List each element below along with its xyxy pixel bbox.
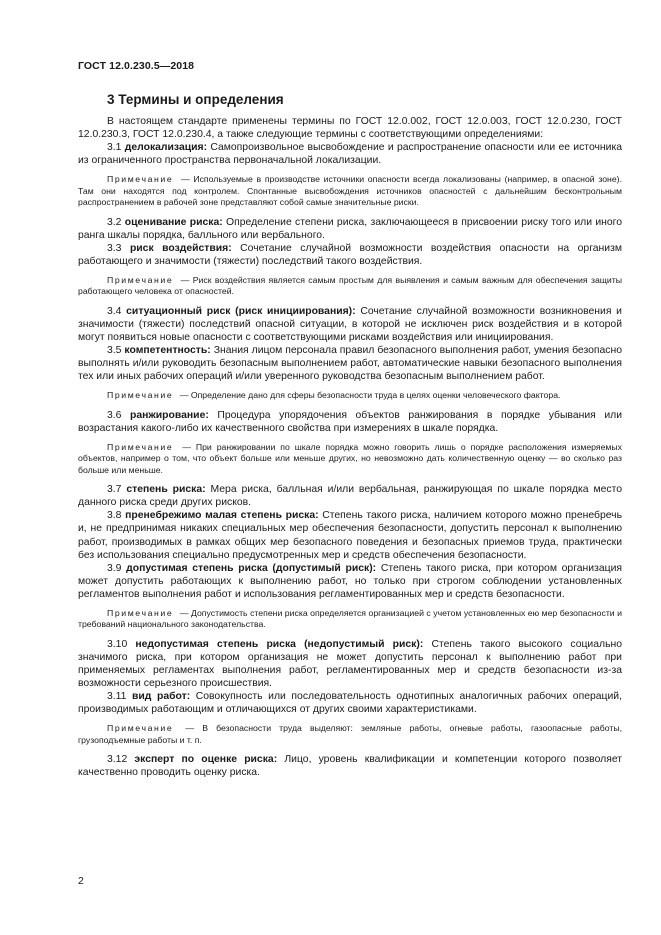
intro-paragraph: В настоящем стандарте применены термины по ГОСТ 12.0.002, ГОСТ 12.0.003, ГОСТ 12.0.230, ГОСТ 12.0.230.3, ГОСТ 12.0.230.4, а также следующие термины с соответствующими определениями: — [78, 116, 622, 141]
term-note — [78, 608, 622, 631]
term-name: недопустимая степень риска (недопустимый риск): — [135, 638, 424, 650]
term-number: 3.1 — [107, 142, 122, 154]
term-entry — [78, 753, 622, 779]
term-definition: Совокупность или последовательность однотипных аналогичных рабочих операций, производимых работающим и отличающихся от других своими характеристиками. — [78, 691, 622, 716]
term-entry — [78, 409, 622, 435]
note-label: Примечание — [107, 390, 174, 401]
term-name: пренебрежимо малая степень риска: — [125, 510, 319, 522]
term-number: 3.8 — [107, 510, 122, 522]
term-name: оценивание риска: — [124, 216, 223, 228]
note-dash: — — [182, 441, 191, 452]
term-number: 3.4 — [107, 305, 122, 317]
note-label: Примечание — [107, 441, 174, 452]
note-label: Примечание — [107, 174, 174, 185]
term-name: эксперт по оценке риска: — [134, 754, 278, 766]
term-name: риск воздействия: — [129, 242, 232, 254]
note-label: Примечание — [107, 723, 174, 734]
term-definition: Лицо, уровень квалификации и компетенции которого позволяет качественно проводить оценку риска. — [78, 754, 623, 779]
term-number: 3.12 — [107, 754, 128, 766]
term-entry — [78, 305, 622, 344]
term-entry — [78, 242, 622, 268]
document-code: ГОСТ 12.0.230.5—2018 — [78, 60, 195, 72]
term-name: степень риска: — [126, 484, 206, 496]
term-definition: Степень такого риска, при котором организация может допустить работающих к выполнению работ, но только при строгом соблюдении установленных регламентов выполнения работ и использования регламентированных мер и средств безопасности. — [78, 562, 623, 600]
term-note — [78, 723, 622, 746]
term-entry — [78, 216, 622, 242]
term-entry — [78, 483, 622, 509]
term-definition: Самопроизвольное высвобождение и распространение опасности или ее источника из ограниченного пространства первоначальной локализации. — [78, 142, 623, 167]
note-text: Определение дано для сферы безопасности труда в целях оценки человеческого фактора. — [190, 390, 561, 401]
term-name: делокализация: — [124, 142, 208, 154]
term-name: допустимая степень риска (допустимый риск): — [126, 562, 377, 574]
note-dash: — — [179, 390, 189, 401]
term-definition: Сочетание случайной возможности возникновения и значимости (тяжести) последствий опасной ситуации, в которой не исключен риск воздействия и в которой могут появиться новые опасности с соответствующими рисками воздействия или инициирования. — [78, 305, 622, 343]
note-label: Примечание — [107, 608, 174, 618]
term-note — [78, 442, 622, 476]
term-definition: Степень такого риска, наличием которого можно пренебречь и, не предпринимая никаких специальных мер обеспечения безопасности, допустить персонал к выполнению работ, производимых в рамках общих мер безопасного поведения и безопасных приемов труда, практически без использования специально предусмотренных мер и средств обеспечения безопасности. — [78, 510, 623, 561]
note-dash: — — [180, 174, 190, 185]
term-entry — [78, 562, 622, 601]
term-definition: Знания лицом персонала правил безопасного выполнения работ, умения безопасно выполнять и/или руководить безопасным выполнением работ, автоматические навыки безопасного выполнения тех или иных рабочих операций и/или уверенного руководства безопасным выполнением работ. — [78, 345, 623, 383]
term-definition: Определение степени риска, заключающееся в присвоении риску того или иного ранга шкалы порядка, балльного или вербального. — [78, 216, 622, 241]
term-note — [78, 275, 622, 298]
term-entry — [78, 690, 622, 716]
note-text: При ранжировании по шкале порядка можно говорить лишь о порядке расположения измеряемых объектов, например о том, что объект больше или меньше других, но невозможно дать количественную оценку — во сколько раз больше или меньше. — [78, 441, 622, 475]
note-dash: — — [180, 274, 190, 285]
note-text: Используемые в производстве источники опасности всегда локализованы (например, в опасной зоне). Там они находятся под контролем. Спонтанные высвобождения источников опасностей с дальнейшим бесконтрольным распространением в рабочей зоне представляют собой самые значительные риски. — [78, 174, 622, 208]
term-definition: Степень такого высокого социально значимого риска, при котором организация не может допустить персонал к выполнению работ при применяемых регламентах выполнения работ, регламентированных мер и средств безопасности из-за возможности серьезного происшествия. — [78, 638, 623, 690]
term-entry — [78, 344, 622, 383]
term-definition: Процедура упорядочения объектов ранжирования в порядке убывания или возрастания какого-либо их качественного свойства при измерениях в шкале порядка. — [78, 409, 623, 434]
term-entry — [78, 141, 622, 167]
term-note — [78, 390, 622, 401]
term-name: вид работ: — [132, 691, 191, 703]
term-number: 3.11 — [107, 691, 127, 703]
term-number: 3.3 — [107, 242, 122, 254]
term-number: 3.7 — [107, 484, 122, 496]
section-content — [78, 115, 622, 779]
term-name: компетентность: — [124, 345, 211, 357]
term-number: 3.6 — [107, 409, 122, 421]
note-dash: — — [185, 723, 195, 734]
term-number: 3.2 — [107, 216, 122, 228]
term-number: 3.10 — [107, 638, 128, 650]
note-dash: — — [179, 608, 189, 618]
section-title: 3 Термины и определения — [107, 92, 284, 107]
term-note — [78, 174, 622, 208]
note-text: В безопасности труда выделяют: земляные работы, огневые работы, газоопасные работы, грузоподъемные работы и т. п. — [78, 723, 622, 745]
term-definition: Мера риска, балльная и/или вербальная, ранжирующая по шкале порядка место данного риска среди других рисков. — [78, 484, 622, 509]
term-entry — [78, 638, 622, 690]
term-number: 3.5 — [107, 345, 122, 357]
term-entry — [78, 509, 622, 561]
note-label: Примечание — [107, 274, 174, 285]
term-number: 3.9 — [107, 562, 122, 574]
term-name: ситуационный риск (риск инициирования): — [126, 305, 356, 317]
term-name: ранжирование: — [130, 409, 209, 421]
note-text: Риск воздействия является самым простым для выявления и самым важным для обеспечения защиты работающего человека от опасностей. — [78, 274, 622, 297]
term-definition: Сочетание случайной возможности воздействия опасности на организм работающего и значимости (тяжести) последствий такого воздействия. — [78, 242, 622, 267]
page-number: 2 — [78, 875, 84, 887]
note-text: Допустимость степени риска определяется организацией с учетом установленных ею мер безопасности и требований национального законодательства. — [78, 608, 622, 630]
